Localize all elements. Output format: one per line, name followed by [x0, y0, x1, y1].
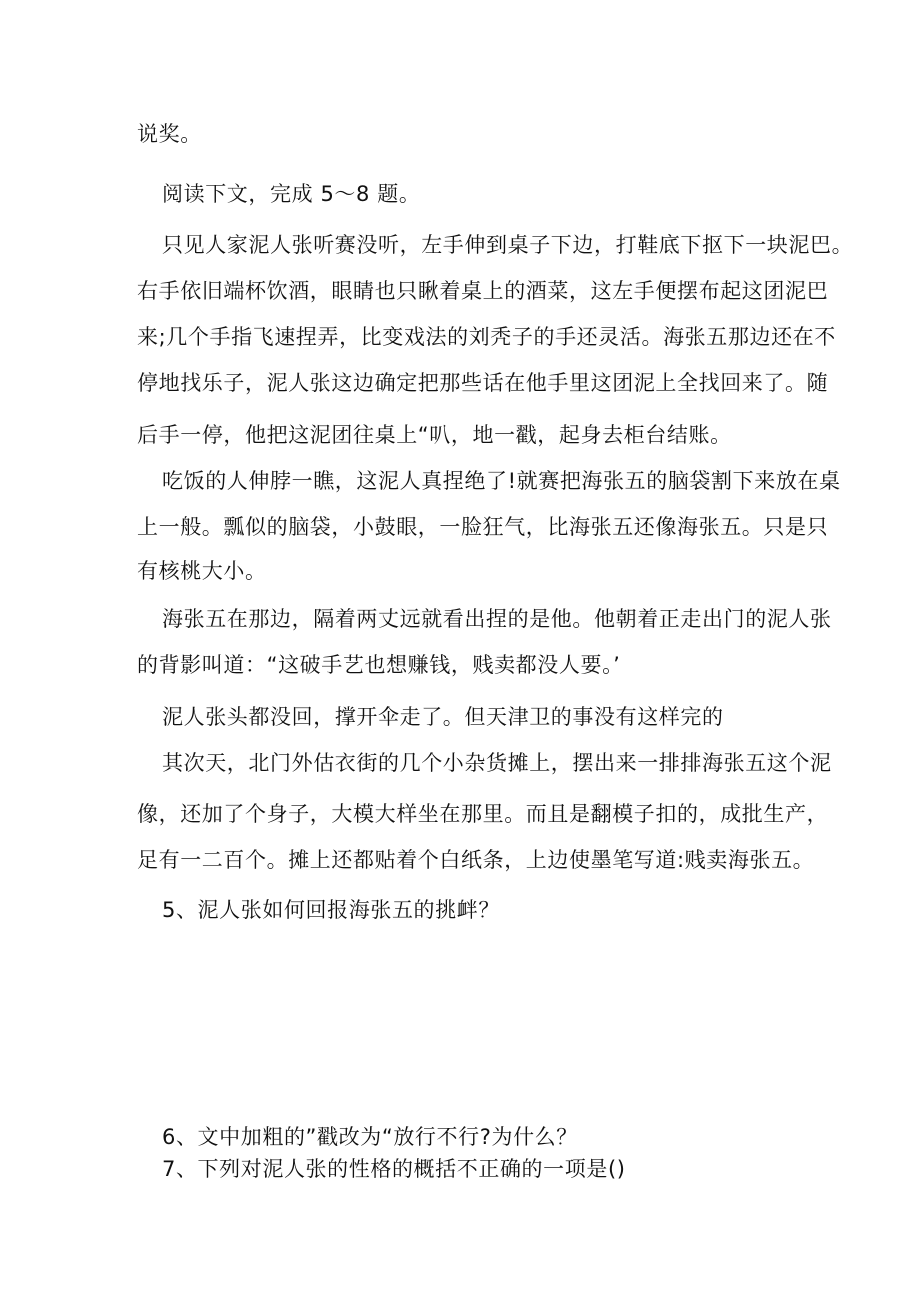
question-5: 5、泥人张如何回报海张五的挑衅？ [162, 898, 500, 922]
paragraph-3-line: 海张五在那边，隔着两丈远就看出捏的是他。他朝着正走出门的泥人张 [162, 607, 832, 631]
paragraph-2-line: 吃饭的人伸脖一瞧，这泥人真捏绝了!就赛把海张五的脑袋割下来放在桌 [162, 469, 841, 493]
paragraph-1-line: 来;几个手指飞速捏弄，比变戏法的刘秃子的手还灵活。海张五那边还在不 [137, 325, 836, 349]
paragraph-1-line: 停地找乐子，泥人张这边确定把那些话在他手里这团泥上全找回来了。随 [137, 371, 829, 395]
paragraph-5-line: 像，还加了个身子，大模大样坐在那里。而且是翻模子扣的，成批生产， [137, 802, 829, 826]
paragraph-1-line: 只见人家泥人张听赛没听，左手伸到桌子下边，打鞋底下抠下一块泥巴。 [162, 233, 854, 257]
previous-text-tail: 说奖。 [137, 122, 202, 146]
paragraph-1-line: 后手一停，他把这泥团往桌上“叭，地一戳，起身去柜台结账。 [137, 423, 732, 447]
paragraph-5-line: 足有一二百个。摊上还都贴着个白纸条，上边使墨笔写道:贱卖海张五。 [137, 848, 815, 872]
paragraph-3-line: 的背影叫道：“这破手艺也想赚钱，贱卖都没人要。’ [137, 653, 621, 677]
reading-instruction: 阅读下文，完成 5～8 题。 [162, 182, 421, 206]
paragraph-4-line: 泥人张头都没回，撑开伞走了。但天津卫的事没有这样完的 [162, 705, 724, 729]
paragraph-2-line: 上一般。瓢似的脑袋，小鼓眼，一脸狂气，比海张五还像海张五。只是只 [137, 515, 829, 539]
paragraph-1-line: 右手依旧端杯饮酒，眼睛也只瞅着桌上的酒菜，这左手便摆布起这团泥巴 [137, 279, 829, 303]
question-7: 7、下列对泥人张的性格的概括不正确的一项是() [162, 1157, 626, 1181]
question-6: 6、文中加粗的”戳改为“放行不行?为什么？ [162, 1125, 578, 1149]
paragraph-2-line: 有核桃大小。 [137, 559, 267, 583]
paragraph-5-line: 其次天，北门外估衣街的几个小杂货摊上，摆出来一排排海张五这个泥 [162, 751, 832, 775]
